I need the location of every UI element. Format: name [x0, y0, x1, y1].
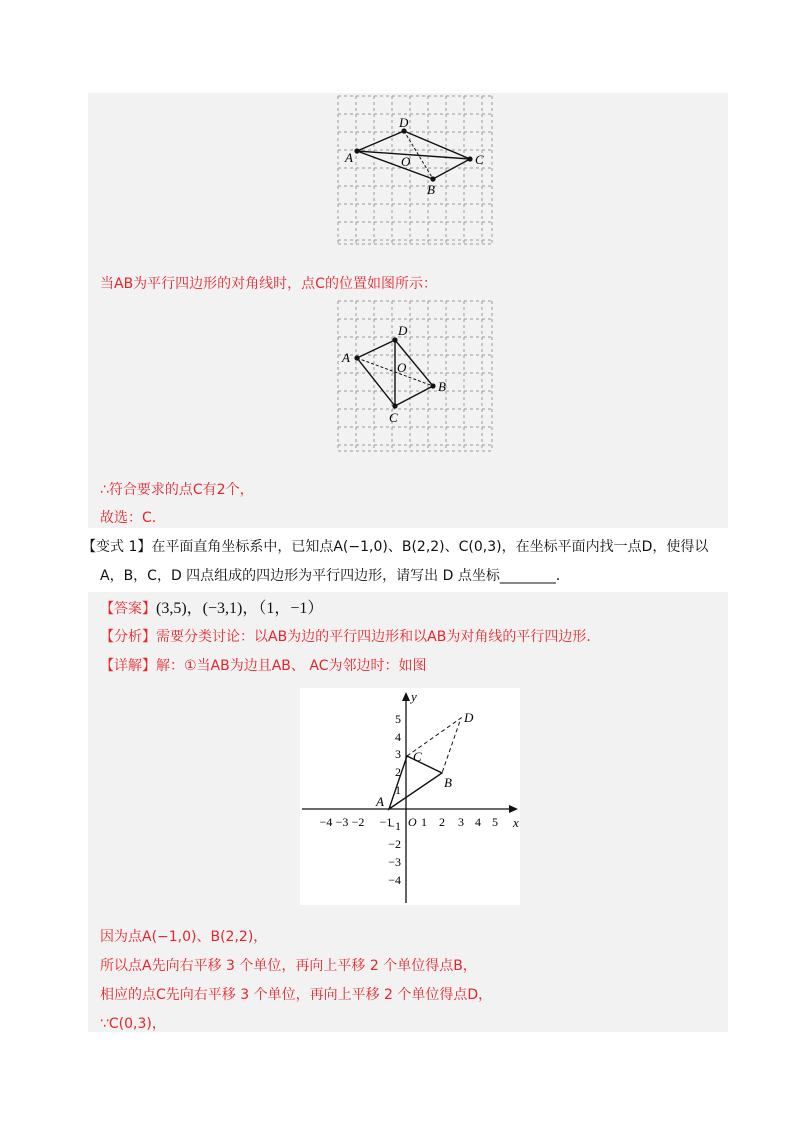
y-tick: −3: [388, 855, 401, 869]
answer-line: [100, 599, 323, 619]
label-c: C: [475, 152, 484, 167]
step-3: 相应的点C先向右平移 3 个单位，再向上平移 2 个单位得点D，: [100, 987, 493, 1003]
x-tick: 5: [492, 815, 498, 829]
x-tick: 2: [439, 815, 445, 829]
point-a-label: A: [376, 794, 384, 809]
x-tick: −3: [335, 815, 349, 829]
answer-tag: 【答案】: [100, 601, 156, 617]
detail-line: [100, 656, 426, 676]
y-tick: 2: [395, 765, 401, 779]
analysis-text: 需要分类讨论：以AB为边的平行四边形和以AB为对角线的平行四边形．: [156, 629, 601, 645]
step-1: 因为点A(−1,0)、B(2,2)，: [100, 929, 268, 945]
analysis-tag: 【分析】: [100, 629, 156, 645]
conclusion-text: ∴符合要求的点C有2个，: [100, 482, 254, 498]
point-c-label: C: [413, 749, 422, 764]
x-tick: −4: [319, 815, 333, 829]
y-tick: 5: [395, 712, 401, 726]
x-axis-arrow: [509, 805, 518, 813]
analysis-line: [100, 627, 600, 647]
label-c: C: [389, 410, 398, 425]
x-tick: 4: [475, 815, 481, 829]
y-tick-labels: [388, 712, 401, 887]
choice-text: 故选：C．: [100, 510, 166, 526]
variant-stem-line1: [82, 537, 708, 557]
point-b-label: B: [444, 775, 452, 790]
step-2: 所以点A先向右平移 3 个单位，再向上平移 2 个单位得点B，: [100, 958, 477, 974]
caption-diagonal: 当AB为平行四边形的对角线时，点C的位置如图所示：: [100, 276, 437, 292]
variant-tag: 【变式 1】: [82, 539, 152, 555]
y-tick: −2: [388, 837, 401, 851]
dashed-cd-bd: [407, 718, 461, 773]
label-o: O: [397, 360, 407, 375]
label-a: A: [345, 150, 353, 165]
y-tick: 3: [395, 747, 401, 761]
variant-stem-line2: A，B，C，D 四点组成的四边形为平行四边形，请写出 D 点坐标________．: [100, 568, 570, 584]
origin-label: O: [408, 815, 417, 829]
coordinate-figure: [300, 688, 520, 905]
y-tick: 1: [395, 783, 401, 797]
label-b: B: [427, 182, 435, 197]
label-d: D: [398, 323, 408, 338]
grid-figure-2: [337, 300, 494, 452]
step-4: ∵C(0,3)，: [100, 1016, 166, 1032]
y-tick: −1: [388, 819, 401, 833]
grid-figure-1: [337, 95, 494, 245]
label-o: O: [401, 154, 411, 169]
y-axis-label: y: [411, 689, 417, 704]
variant-stem-text: 在平面直角坐标系中，已知点A(−1,0)、B(2,2)、C(0,3)，在坐标平面内找一点D，使得以: [151, 539, 709, 555]
x-tick: 1: [421, 815, 427, 829]
x-tick: 3: [458, 815, 464, 829]
label-d: D: [399, 115, 409, 130]
y-tick: 4: [395, 730, 401, 744]
answer-text: (3,5)，(−3,1)，（1，−1）: [156, 600, 324, 617]
label-a: A: [342, 350, 350, 365]
y-axis-arrow: [402, 692, 410, 701]
detail-tag: 【详解】: [100, 658, 156, 674]
label-b: B: [438, 379, 446, 394]
y-tick: −4: [388, 873, 401, 887]
point-d-label: D: [464, 710, 474, 725]
x-tick: −1: [379, 815, 393, 829]
detail-text: 解：①当AB为边且AB、 AC为邻边时：如图: [156, 658, 427, 674]
x-tick: −2: [351, 815, 365, 829]
x-axis-label: x: [513, 815, 519, 830]
